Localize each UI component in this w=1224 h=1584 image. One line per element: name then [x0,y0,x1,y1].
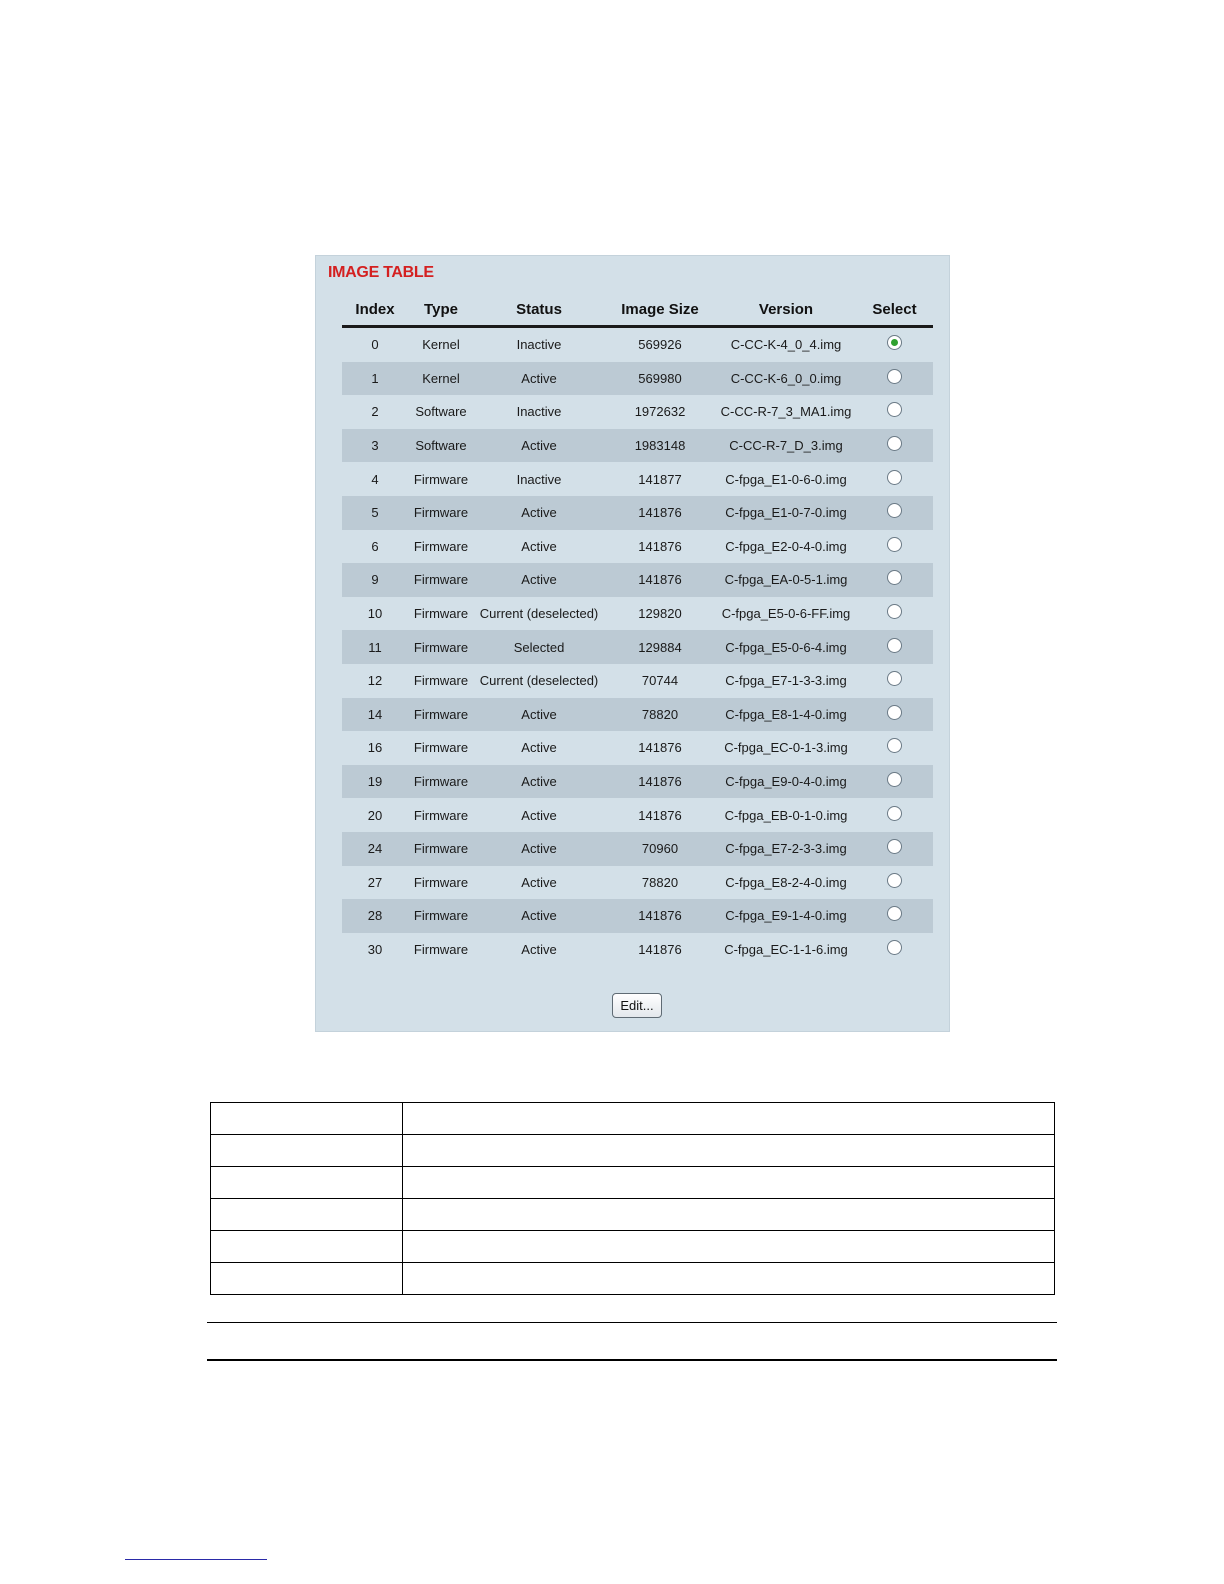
cell-status: Inactive [516,471,562,487]
description-row [211,1135,1055,1167]
cell-status: Active [521,706,557,722]
cell-select [856,642,933,653]
cell-select [856,810,933,821]
cell-status: Active [521,908,557,924]
cell-version: C-fpga_EC-0-1-3.img [724,740,848,756]
cell-image-size: 141876 [638,807,682,823]
description-row [211,1231,1055,1263]
cell-image-size: 569980 [638,370,682,386]
cell-version: C-fpga_EC-1-1-6.img [724,941,848,957]
cell-select [856,944,933,955]
cell-version: C-fpga_E2-0-4-0.img [725,538,847,554]
cell-image-size: 141877 [638,471,682,487]
header-version: Version [758,301,814,318]
cell-select [856,877,933,888]
cell-version: C-CC-R-7_D_3.img [729,438,843,454]
cell-type: Firmware [413,740,469,756]
description-value-cell [403,1167,1055,1199]
cell-type: Firmware [413,673,469,689]
cell-image-size: 78820 [641,874,679,890]
cell-version: C-CC-K-4_0_4.img [730,337,842,353]
cell-type: Firmware [413,774,469,790]
footnote-separator [125,1559,267,1560]
cell-image-size: 141876 [638,941,682,957]
panel-title: IMAGE TABLE [328,264,434,281]
cell-status: Inactive [516,404,562,420]
cell-status: Active [521,841,557,857]
cell-version: C-fpga_E8-1-4-0.img [725,706,847,722]
table-row [342,462,933,496]
cell-select [856,675,933,686]
cell-select [856,507,933,518]
cell-select [856,339,933,350]
cell-type: Firmware [413,807,469,823]
cell-index: 4 [371,471,379,487]
cell-version: C-fpga_E9-0-4-0.img [725,774,847,790]
horizontal-rule-thick [207,1359,1057,1361]
cell-index: 1 [371,370,379,386]
select-radio[interactable] [887,335,902,350]
cell-type: Kernel [422,337,460,353]
cell-version: C-fpga_E1-0-6-0.img [725,471,847,487]
cell-image-size: 141876 [638,572,682,588]
table-row [342,731,933,765]
cell-status: Active [521,505,557,521]
cell-index: 5 [371,505,379,521]
image-table-panel [315,255,950,1032]
cell-version: C-fpga_E5-0-6-4.img [725,639,847,655]
table-row [342,328,933,362]
cell-version: C-fpga_E9-1-4-0.img [725,908,847,924]
cell-index: 14 [367,706,383,722]
header-index: Index [355,301,395,318]
cell-status: Active [521,572,557,588]
table-row [342,496,933,530]
cell-select [856,574,933,585]
cell-type: Firmware [413,908,469,924]
cell-version: C-fpga_E7-1-3-3.img [725,673,847,689]
cell-index: 28 [367,908,383,924]
cell-select [856,843,933,854]
cell-image-size: 141876 [638,740,682,756]
select-radio[interactable] [887,402,902,417]
cell-index: 12 [367,673,383,689]
table-row [342,798,933,832]
table-row [342,597,933,631]
cell-status: Active [521,370,557,386]
cell-status: Active [521,874,557,890]
cell-image-size: 70744 [641,673,679,689]
select-radio[interactable] [887,738,902,753]
table-row [342,698,933,732]
cell-index: 20 [367,807,383,823]
cell-select [856,474,933,485]
description-key-cell [211,1231,403,1263]
select-radio[interactable] [887,638,902,653]
cell-index: 6 [371,538,379,554]
description-key-cell [211,1103,403,1135]
description-row [211,1263,1055,1295]
table-row [342,429,933,463]
header-type: Type [424,301,458,318]
cell-index: 3 [371,438,379,454]
select-radio[interactable] [887,772,902,787]
select-radio[interactable] [887,537,902,552]
description-key-cell [211,1135,403,1167]
cell-status: Active [521,740,557,756]
table-row [342,899,933,933]
cell-image-size: 141876 [638,538,682,554]
select-radio[interactable] [887,369,902,384]
cell-select [856,440,933,451]
table-row [342,563,933,597]
description-key-cell [211,1263,403,1295]
cell-select [856,776,933,787]
cell-index: 24 [367,841,383,857]
cell-image-size: 129820 [638,606,682,622]
cell-index: 27 [367,874,383,890]
cell-select [856,910,933,921]
cell-status: Selected [513,639,565,655]
table-row [342,664,933,698]
table-body [342,328,933,966]
cell-status: Inactive [516,337,562,353]
cell-type: Kernel [422,370,460,386]
cell-select [856,406,933,417]
cell-status: Active [521,941,557,957]
table-row [342,395,933,429]
description-value-cell [403,1199,1055,1231]
cell-status: Active [521,774,557,790]
select-radio[interactable] [887,503,902,518]
cell-version: C-fpga_EA-0-5-1.img [724,572,848,588]
cell-index: 16 [367,740,383,756]
cell-type: Firmware [413,471,469,487]
cell-type: Firmware [413,606,469,622]
header-select: Select [872,301,917,318]
cell-type: Firmware [413,941,469,957]
description-value-cell [403,1231,1055,1263]
description-table [210,1102,1055,1295]
select-radio[interactable] [887,906,902,921]
cell-version: C-fpga_E8-2-4-0.img [725,874,847,890]
select-radio[interactable] [887,940,902,955]
table-row [342,765,933,799]
cell-type: Software [415,438,467,454]
select-radio[interactable] [887,839,902,854]
cell-image-size: 141876 [638,774,682,790]
description-value-cell [403,1263,1055,1295]
cell-version: C-fpga_EB-0-1-0.img [724,807,848,823]
cell-type: Firmware [413,874,469,890]
cell-index: 19 [367,774,383,790]
description-value-cell [403,1103,1055,1135]
cell-select [856,541,933,552]
table-header [342,294,933,328]
header-image-size: Image Size [621,301,699,318]
select-radio[interactable] [887,806,902,821]
cell-status: Active [521,538,557,554]
table-row [342,933,933,967]
cell-index: 30 [367,941,383,957]
cell-image-size: 1972632 [634,404,686,420]
cell-select [856,742,933,753]
table-row [342,630,933,664]
select-radio[interactable] [887,436,902,451]
cell-image-size: 141876 [638,908,682,924]
edit-button[interactable]: Edit... [612,993,662,1018]
cell-type: Software [415,404,467,420]
select-radio[interactable] [887,671,902,686]
cell-index: 10 [367,606,383,622]
description-value-cell [403,1135,1055,1167]
cell-select [856,373,933,384]
table-row [342,362,933,396]
description-row [211,1167,1055,1199]
cell-type: Firmware [413,706,469,722]
select-radio[interactable] [887,604,902,619]
select-radio[interactable] [887,873,902,888]
cell-index: 11 [368,639,382,655]
cell-index: 9 [371,572,379,588]
description-row [211,1199,1055,1231]
cell-status: Active [521,438,557,454]
cell-select [856,608,933,619]
cell-status: Current (deselected) [479,606,599,622]
table-row [342,866,933,900]
cell-image-size: 78820 [641,706,679,722]
description-row [211,1103,1055,1135]
cell-version: C-fpga_E7-2-3-3.img [725,841,847,857]
cell-image-size: 141876 [638,505,682,521]
select-radio[interactable] [887,470,902,485]
description-key-cell [211,1167,403,1199]
horizontal-rule [207,1322,1057,1323]
cell-status: Active [521,807,557,823]
cell-image-size: 70960 [641,841,679,857]
image-table [342,294,933,966]
table-row [342,530,933,564]
select-radio[interactable] [887,570,902,585]
cell-type: Firmware [413,639,469,655]
cell-version: C-fpga_E1-0-7-0.img [725,505,847,521]
cell-type: Firmware [413,572,469,588]
cell-type: Firmware [413,505,469,521]
header-status: Status [516,301,562,318]
cell-type: Firmware [413,538,469,554]
cell-image-size: 569926 [638,337,682,353]
select-radio[interactable] [887,705,902,720]
cell-index: 0 [371,337,379,353]
cell-version: C-CC-K-6_0_0.img [730,370,842,386]
cell-image-size: 129884 [638,639,682,655]
cell-version: C-CC-R-7_3_MA1.img [720,404,852,420]
description-key-cell [211,1199,403,1231]
cell-version: C-fpga_E5-0-6-FF.img [721,606,851,622]
cell-select [856,709,933,720]
cell-index: 2 [371,404,379,420]
cell-status: Current (deselected) [479,673,599,689]
cell-type: Firmware [413,841,469,857]
cell-image-size: 1983148 [634,438,686,454]
table-row [342,832,933,866]
